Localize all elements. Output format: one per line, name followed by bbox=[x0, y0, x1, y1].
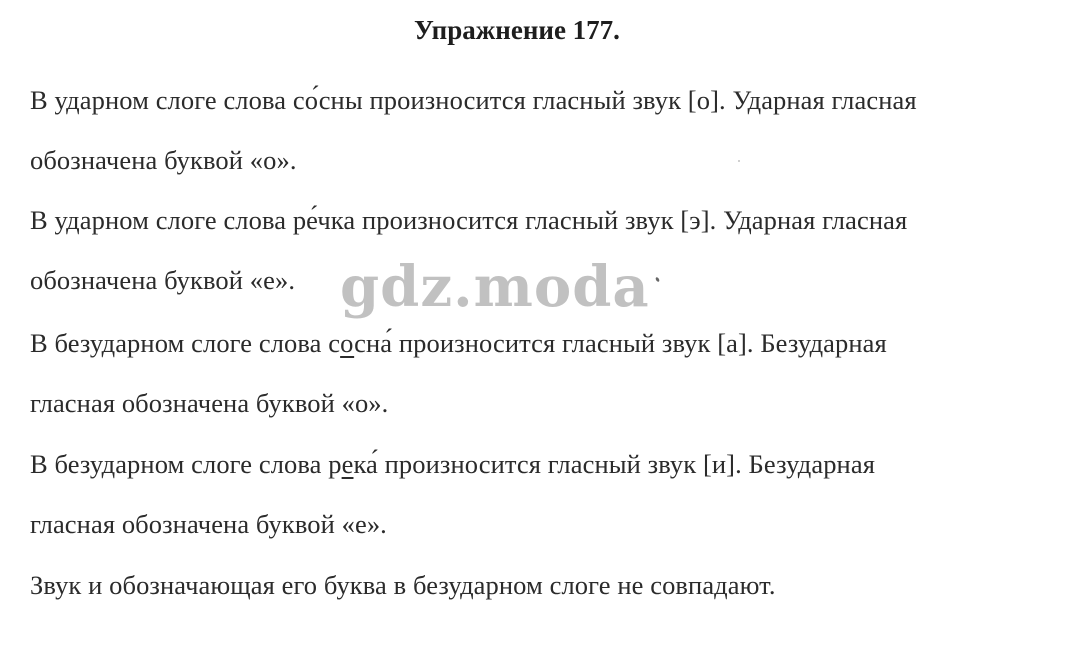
underlined-vowel: о bbox=[340, 328, 355, 358]
paragraph-4-line-2: гласная обозначена буквой «е». bbox=[30, 509, 387, 539]
paragraph-4-line-1 bbox=[30, 434, 1040, 494]
paragraph-4-line-1-start: В безударном слоге слова р bbox=[30, 449, 342, 479]
paragraph-1 bbox=[30, 70, 1040, 190]
watermark: gdz.moda bbox=[340, 254, 650, 320]
paragraph-2-line-2: обозначена буквой «е». bbox=[30, 265, 296, 295]
paragraph-3-line-1-start: В безударном слоге слова с bbox=[30, 328, 341, 358]
paragraph-5 bbox=[30, 555, 1040, 615]
paragraph-2 bbox=[30, 190, 1040, 310]
paragraph-1-line-2: обозначена буквой «о». bbox=[30, 145, 297, 175]
paragraph-4-line-1-end: ка́ произносится гласный звук [и]. Безударная bbox=[353, 449, 875, 479]
paragraph-1-line-1: В ударном слоге слова со́сны произносится гласный звук [о]. Ударная гласная bbox=[30, 85, 917, 115]
underlined-vowel: е bbox=[341, 449, 354, 479]
paragraph-4 bbox=[30, 434, 1040, 554]
paragraph-3-line-2: гласная обозначена буквой «о». bbox=[30, 388, 389, 418]
scan-speck bbox=[738, 160, 740, 162]
paragraph-2-line-1: В ударном слоге слова ре́чка произносится гласный звук [э]. Ударная гласная bbox=[30, 205, 908, 235]
paragraph-5-line-1: Звук и обозначающая его буква в безударном слоге не совпадают. bbox=[30, 570, 776, 600]
exercise-title: Упражнение 177. bbox=[414, 15, 620, 45]
paragraph-3-line-1-end: сна́ произносится гласный звук [а]. Безударная bbox=[354, 328, 887, 358]
paragraph-3-line-1 bbox=[30, 313, 1040, 373]
paragraph-3 bbox=[30, 313, 1040, 433]
